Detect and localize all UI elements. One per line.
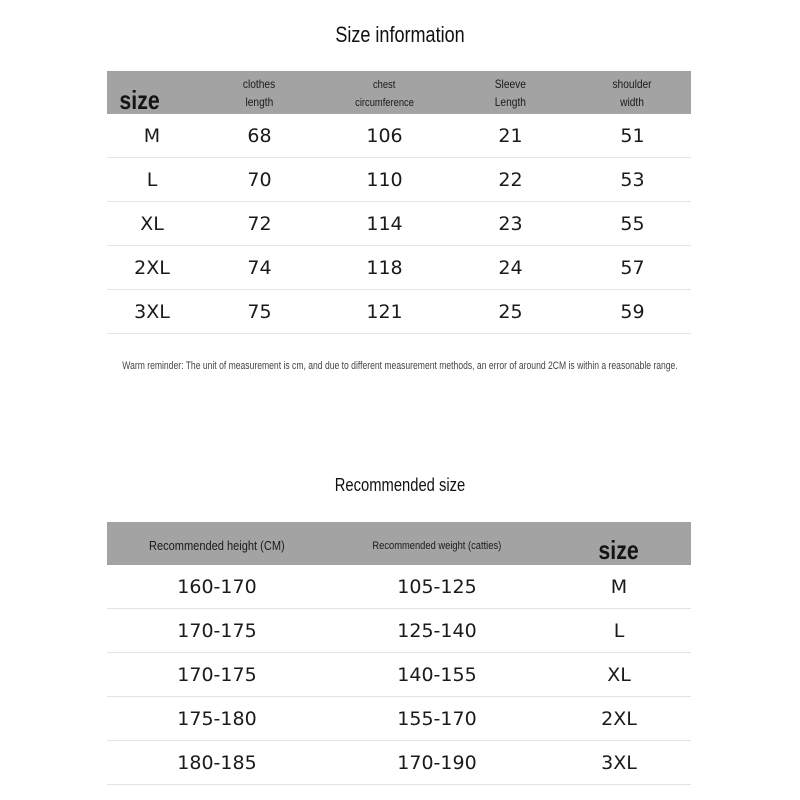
cell-size: XL <box>547 653 691 697</box>
cell-shoulder: 55 <box>574 202 691 246</box>
cell-sleeve: 21 <box>447 114 574 158</box>
cell-shoulder: 57 <box>574 246 691 290</box>
cell-sleeve: 25 <box>447 290 574 334</box>
cell-length: 75 <box>197 290 322 334</box>
header-weight-label: Recommended weight (catties) <box>372 539 502 552</box>
cell-shoulder: 51 <box>574 114 691 158</box>
table-row <box>107 653 691 697</box>
table-row <box>107 246 691 290</box>
header-shoulder-line2: width <box>620 94 645 109</box>
cell-chest: 121 <box>322 290 447 334</box>
header-recommended-size-label: size <box>598 535 640 565</box>
header-recommended-size <box>547 522 691 565</box>
size-information-table <box>107 71 691 334</box>
cell-weight: 105-125 <box>327 565 547 609</box>
table-row <box>107 158 691 202</box>
size-table-header-row <box>107 71 691 114</box>
table-row <box>107 202 691 246</box>
table-row <box>107 741 691 785</box>
table-row <box>107 565 691 609</box>
cell-height: 180-185 <box>107 741 327 785</box>
cell-chest: 110 <box>322 158 447 202</box>
header-chest-circumference <box>322 71 447 114</box>
cell-size: 3XL <box>107 290 197 334</box>
header-shoulder-width <box>574 71 691 114</box>
header-clothes-length-line2: length <box>245 94 274 109</box>
cell-weight: 170-190 <box>327 741 547 785</box>
recommended-size-title: Recommended size <box>334 475 466 495</box>
header-chest-line1: chest <box>373 78 396 91</box>
table-row <box>107 609 691 653</box>
recommended-size-table <box>107 522 691 785</box>
cell-sleeve: 22 <box>447 158 574 202</box>
cell-shoulder: 59 <box>574 290 691 334</box>
header-size <box>107 71 197 114</box>
header-recommended-height <box>107 522 327 565</box>
cell-weight: 125-140 <box>327 609 547 653</box>
cell-sleeve: 23 <box>447 202 574 246</box>
cell-size: L <box>107 158 197 202</box>
cell-chest: 106 <box>322 114 447 158</box>
cell-length: 70 <box>197 158 322 202</box>
cell-size: L <box>547 609 691 653</box>
cell-size: M <box>107 114 197 158</box>
cell-sleeve: 24 <box>447 246 574 290</box>
table-row <box>107 114 691 158</box>
header-chest-line2: circumference <box>355 96 414 109</box>
header-sleeve-length <box>447 71 574 114</box>
cell-weight: 155-170 <box>327 697 547 741</box>
cell-size: XL <box>107 202 197 246</box>
warm-reminder-note: Warm reminder: The unit of measurement is cm, and due to different measurement methods, an error of around 2CM is within a reasonable range. <box>122 360 678 372</box>
cell-height: 160-170 <box>107 565 327 609</box>
size-information-title: Size information <box>335 22 465 47</box>
cell-length: 74 <box>197 246 322 290</box>
header-size-label: size <box>119 85 161 115</box>
table-row <box>107 290 691 334</box>
recommended-header-row <box>107 522 691 565</box>
cell-size: 2XL <box>107 246 197 290</box>
cell-weight: 140-155 <box>327 653 547 697</box>
header-recommended-weight <box>327 522 547 565</box>
table-row <box>107 697 691 741</box>
header-height-label: Recommended height (CM) <box>149 537 285 553</box>
header-shoulder-line1: shoulder <box>612 76 653 91</box>
cell-size: 2XL <box>547 697 691 741</box>
cell-height: 170-175 <box>107 653 327 697</box>
cell-height: 175-180 <box>107 697 327 741</box>
cell-size: M <box>547 565 691 609</box>
header-sleeve-line1: Sleeve <box>494 76 527 91</box>
header-clothes-length-line1: clothes <box>243 76 276 91</box>
cell-length: 68 <box>197 114 322 158</box>
header-clothes-length <box>197 71 322 114</box>
header-sleeve-line2: Length <box>494 94 527 109</box>
cell-chest: 114 <box>322 202 447 246</box>
cell-height: 170-175 <box>107 609 327 653</box>
cell-length: 72 <box>197 202 322 246</box>
cell-size: 3XL <box>547 741 691 785</box>
cell-shoulder: 53 <box>574 158 691 202</box>
cell-chest: 118 <box>322 246 447 290</box>
